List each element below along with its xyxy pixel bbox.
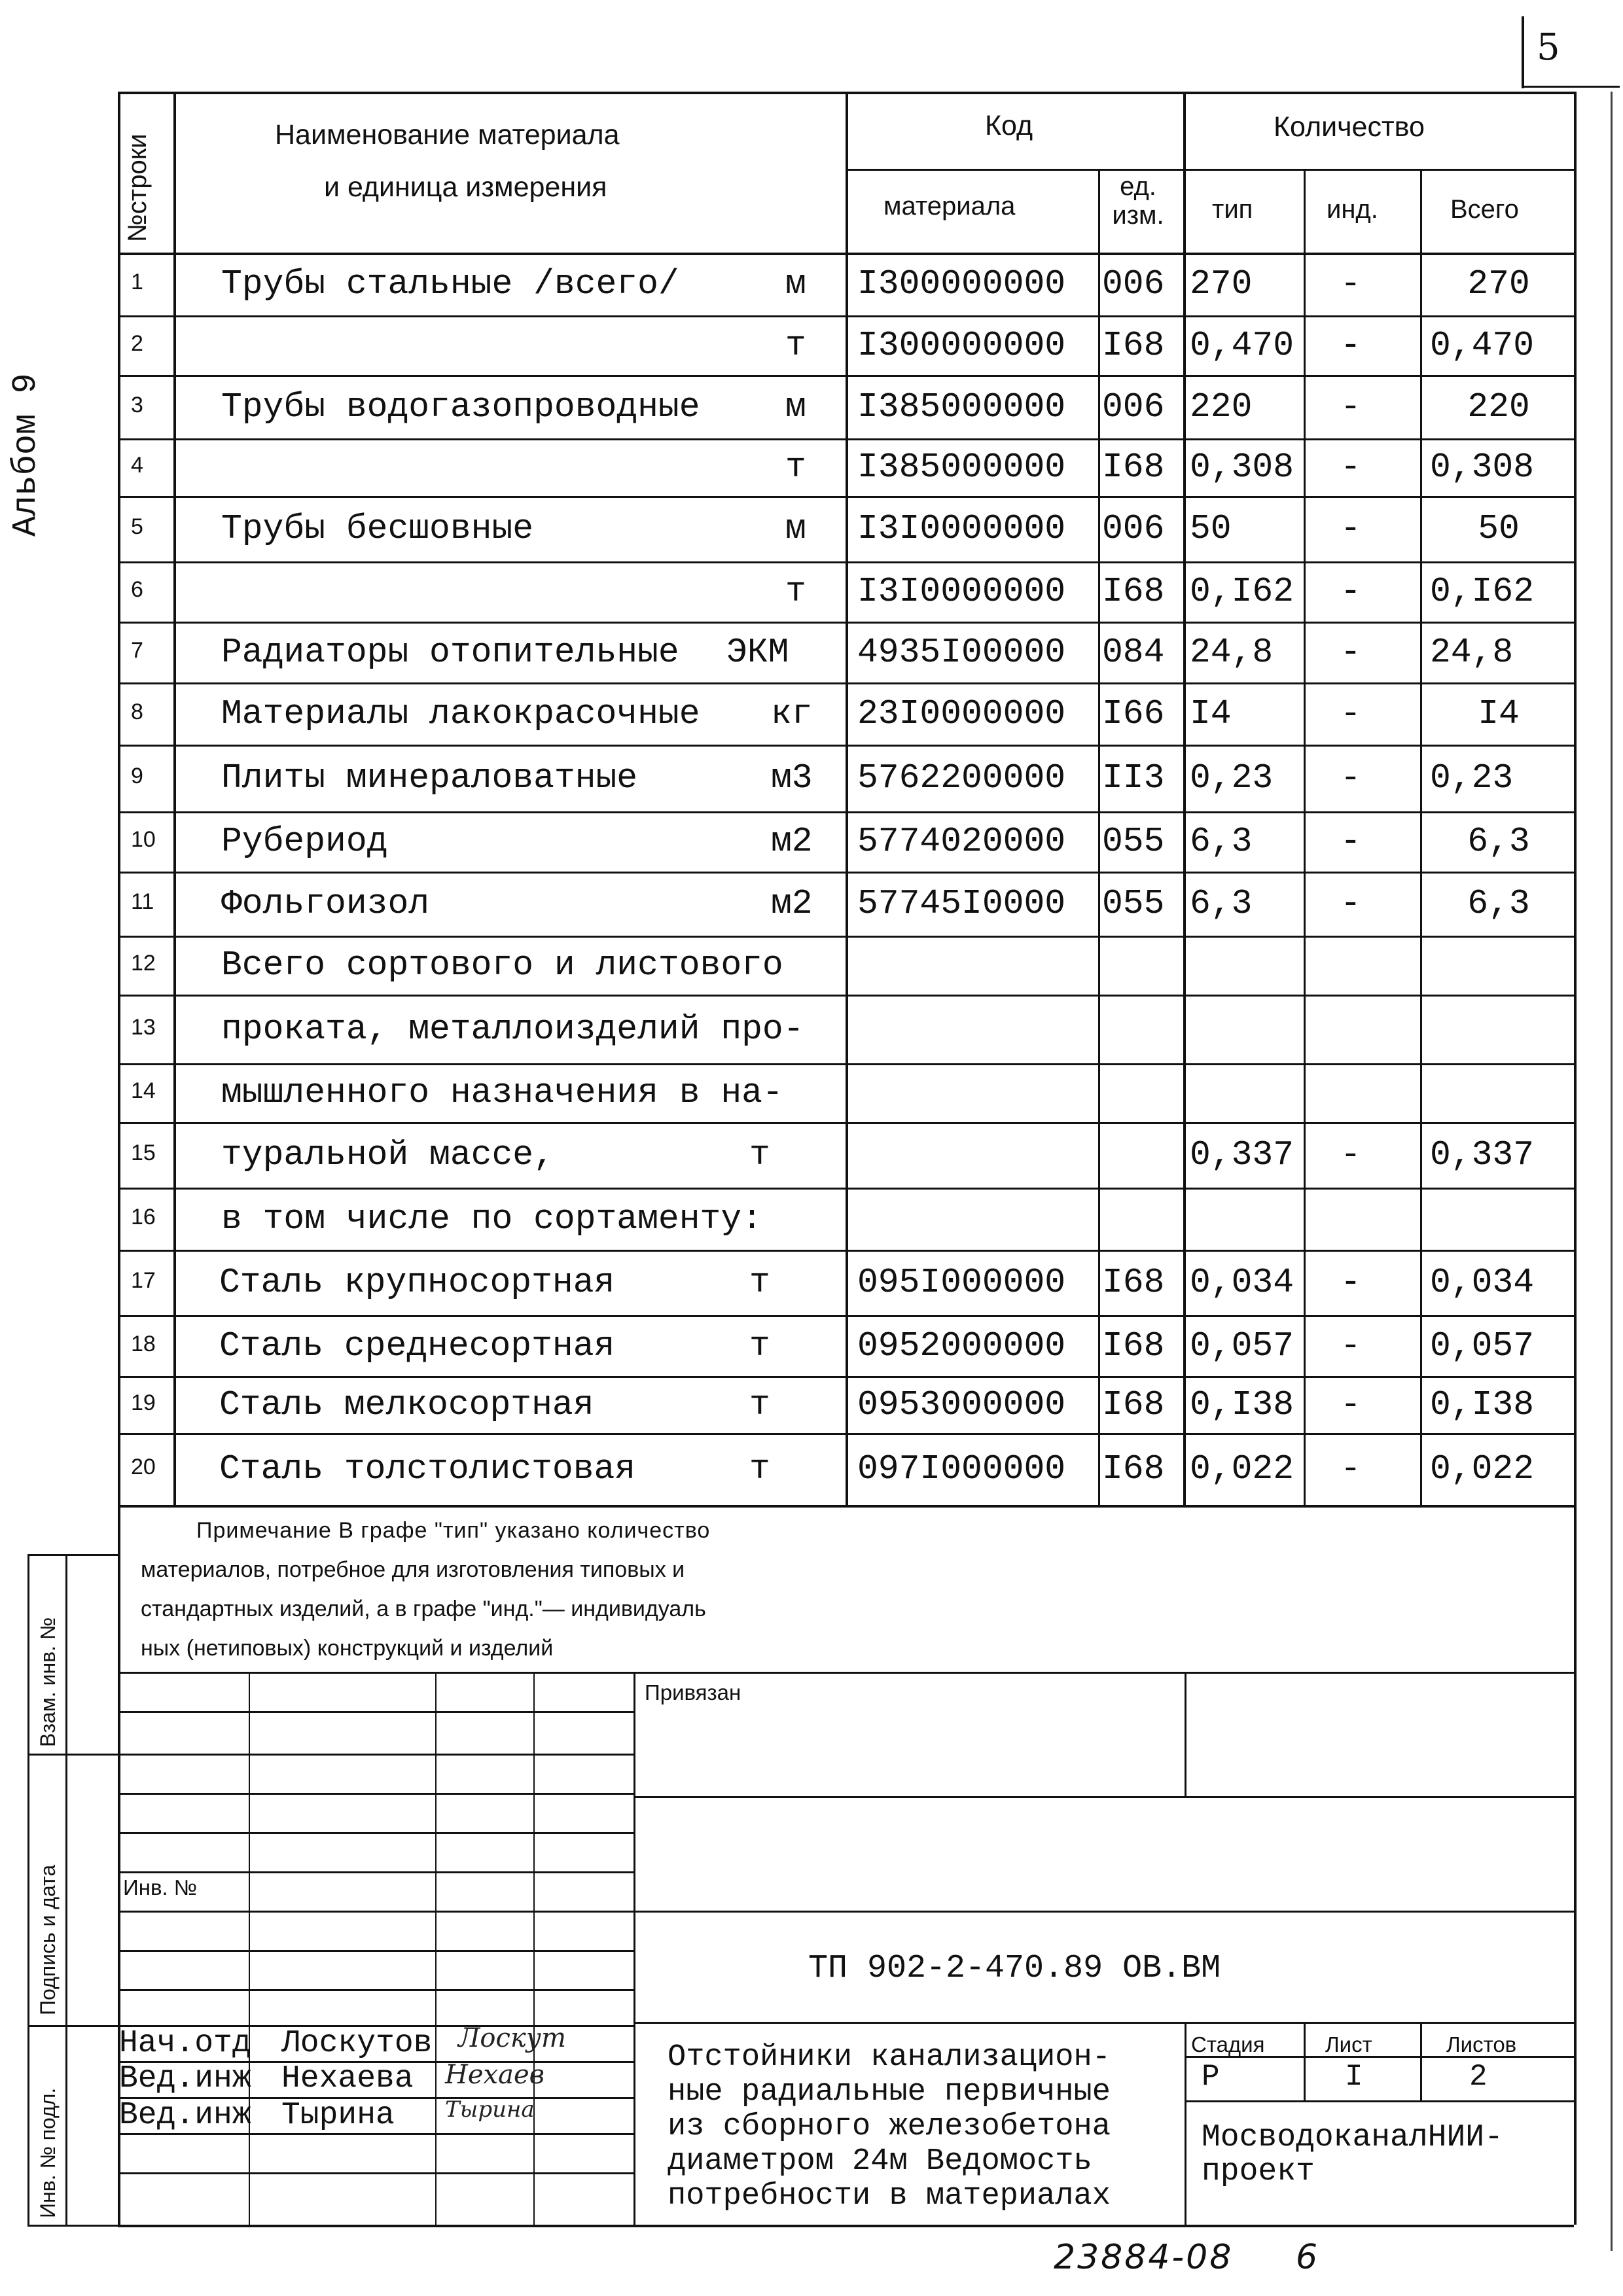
table-rule <box>1185 2022 1186 2225</box>
table-rule <box>118 811 1574 813</box>
row-name: Сталь мелкосортная <box>219 1385 594 1424</box>
staff-name-2: Нехаева <box>281 2061 414 2096</box>
table-rule <box>118 375 1574 377</box>
row-number: 10 <box>131 827 156 852</box>
table-rule <box>118 561 1574 563</box>
row-qty-type: 0,337 <box>1190 1135 1294 1174</box>
row-name: Всего сортового и листового <box>221 945 783 985</box>
row-qty-ind: - <box>1340 884 1361 923</box>
row-name: Радиаторы отопительные <box>221 632 679 672</box>
row-qty-total: 0,470 <box>1430 325 1535 365</box>
row-name: Сталь крупносортная <box>219 1263 615 1302</box>
table-rule <box>65 1554 67 2225</box>
row-unit-code: I68 <box>1102 1263 1165 1302</box>
row-unit-code: I68 <box>1102 1326 1165 1366</box>
table-rule <box>118 2225 1574 2227</box>
row-unit-code: 006 <box>1102 509 1165 548</box>
table-rule <box>633 1672 635 2225</box>
row-unit: м3 <box>771 758 813 798</box>
doc-title-line: диаметром 24м Ведомость <box>668 2144 1092 2179</box>
table-rule <box>1183 92 1186 1505</box>
side-label-podpis: Подпись и дата <box>36 1864 60 2015</box>
table-rule <box>1185 1672 1186 1796</box>
footer-code: 23884-08 <box>1054 2238 1234 2277</box>
header-code-material: материала <box>883 192 1016 221</box>
table-rule <box>118 1315 1574 1317</box>
row-unit: м <box>785 264 806 304</box>
row-qty-total: 0,308 <box>1430 448 1535 487</box>
header-q-type: тип <box>1212 195 1253 224</box>
row-qty-type: 0,034 <box>1190 1263 1294 1302</box>
row-code: 23I0000000 <box>857 694 1066 733</box>
row-qty-total: 0,I62 <box>1430 572 1535 611</box>
row-qty-ind: - <box>1340 1263 1361 1302</box>
table-rule <box>1420 2022 1422 2100</box>
row-number: 15 <box>131 1140 156 1165</box>
table-rule <box>1304 169 1306 1505</box>
row-qty-ind: - <box>1340 387 1361 427</box>
row-unit-code: 006 <box>1102 387 1165 427</box>
row-unit: кг <box>771 694 813 733</box>
row-name: Сталь толстолистовая <box>219 1449 636 1489</box>
row-number: 2 <box>131 330 143 356</box>
table-rule <box>633 2022 1574 2024</box>
table-rule <box>118 1754 633 1756</box>
table-rule <box>27 1554 118 1556</box>
row-qty-ind: - <box>1340 632 1361 672</box>
row-unit-code: 006 <box>1102 264 1165 304</box>
row-number: 7 <box>131 637 143 663</box>
row-unit: т <box>749 1135 770 1174</box>
row-code: 5762200000 <box>857 758 1066 798</box>
row-unit: т <box>785 572 806 611</box>
staff-role-1: Нач.отд <box>119 2026 251 2061</box>
row-qty-type: 50 <box>1190 509 1232 548</box>
table-rule <box>1185 2100 1574 2102</box>
row-qty-total: 24,8 <box>1430 632 1514 672</box>
table-rule <box>27 1754 118 1756</box>
header-name-line1: Наименование материала <box>275 119 620 150</box>
row-code: I300000000 <box>857 264 1066 304</box>
row-unit-code: I68 <box>1102 1449 1165 1489</box>
row-number: 1 <box>131 270 143 294</box>
row-number: 12 <box>131 951 156 976</box>
table-rule <box>118 1188 1574 1190</box>
staff-role-3: Вед.инж <box>119 2098 251 2133</box>
row-qty-ind: - <box>1340 1449 1361 1489</box>
row-qty-ind: - <box>1340 325 1361 365</box>
row-unit: м <box>785 509 806 548</box>
table-rule <box>118 315 1574 317</box>
row-unit-code: 084 <box>1102 632 1165 672</box>
row-qty-ind: - <box>1340 822 1361 861</box>
row-code: 095I000000 <box>857 1263 1066 1302</box>
row-unit-code: 055 <box>1102 822 1165 861</box>
row-qty-ind: - <box>1340 758 1361 798</box>
table-rule <box>118 1122 1574 1124</box>
row-qty-total: 0,022 <box>1430 1449 1535 1489</box>
row-name: туральной массе, <box>221 1135 554 1174</box>
table-rule <box>118 1832 633 1834</box>
row-qty-ind: - <box>1340 572 1361 611</box>
row-unit: т <box>749 1263 770 1302</box>
table-rule <box>533 1672 535 2225</box>
row-qty-total: 0,034 <box>1430 1263 1535 1302</box>
row-code: I385000000 <box>857 387 1066 427</box>
row-unit: т <box>749 1449 770 1489</box>
side-label-vzam: Взам. инв. № <box>36 1617 60 1747</box>
row-name: Фольгоизол <box>221 884 430 923</box>
row-qty-total: 0,23 <box>1430 758 1514 798</box>
header-name-line2: и единица измерения <box>324 171 607 203</box>
row-qty-total: 0,057 <box>1430 1326 1535 1366</box>
right-edge-line <box>1611 92 1613 2251</box>
row-name: проката, металлоизделий про- <box>221 1009 804 1049</box>
sheets-label: Листов <box>1446 2032 1517 2057</box>
note-line3: стандартных изделий, а в графе "инд."— индивидуаль <box>141 1597 706 1621</box>
row-unit-code: 055 <box>1102 884 1165 923</box>
row-qty-ind: - <box>1340 1326 1361 1366</box>
table-rule <box>118 1250 1574 1252</box>
doc-title-line: ные радиальные первичные <box>668 2075 1111 2110</box>
row-unit: м2 <box>771 822 813 861</box>
row-qty-total: 270 <box>1467 264 1530 304</box>
doc-code: ТП 902-2-470.89 ОВ.ВМ <box>808 1950 1221 1987</box>
table-rule <box>118 1505 1574 1508</box>
row-name: в том числе по сортаменту: <box>221 1199 762 1239</box>
table-rule <box>118 438 1574 440</box>
header-q-total: Всего <box>1450 195 1519 224</box>
table-rule <box>633 1796 1574 1798</box>
row-unit: т <box>749 1385 770 1424</box>
table-rule <box>118 1063 1574 1065</box>
staff-name-1: Лоскутов <box>281 2026 433 2061</box>
row-qty-ind: - <box>1340 694 1361 733</box>
table-rule <box>1420 169 1422 1505</box>
privyazan-label: Привязан <box>645 1680 741 1704</box>
header-quantity: Количество <box>1274 111 1425 143</box>
row-code: I385000000 <box>857 448 1066 487</box>
row-unit: т <box>785 325 806 365</box>
row-unit-code: I66 <box>1102 694 1165 733</box>
header-code-unit: ед. изм. <box>1112 172 1164 230</box>
table-rule <box>1098 169 1100 1505</box>
signature-1: Лоскут <box>458 2023 566 2053</box>
row-qty-total: 0,337 <box>1430 1135 1535 1174</box>
row-name: Сталь среднесортная <box>219 1326 615 1366</box>
table-rule <box>118 745 1574 747</box>
page-number: 5 <box>1537 26 1560 69</box>
row-number: 9 <box>131 764 143 788</box>
table-rule <box>118 1672 633 1674</box>
row-code: 097I000000 <box>857 1449 1066 1489</box>
row-code: 0953000000 <box>857 1385 1066 1424</box>
inv-no-label: Инв. № <box>123 1875 198 1899</box>
table-rule <box>118 1871 633 1873</box>
org-line1: МосводоканалНИИ- <box>1202 2120 1503 2155</box>
row-code: 0952000000 <box>857 1326 1066 1366</box>
row-qty-type: 24,8 <box>1190 632 1274 672</box>
table-rule <box>118 1911 633 1913</box>
table-rule <box>27 1554 29 2225</box>
row-qty-type: 6,3 <box>1190 884 1253 923</box>
row-unit-code: I68 <box>1102 325 1165 365</box>
table-rule <box>173 92 176 1505</box>
row-code: 57745I0000 <box>857 884 1066 923</box>
table-rule <box>1574 92 1577 2225</box>
row-code: I300000000 <box>857 325 1066 365</box>
row-qty-type: 0,022 <box>1190 1449 1294 1489</box>
row-number: 13 <box>131 1014 156 1040</box>
note-line1: Примечание В графе "тип" указано количество <box>196 1518 711 1543</box>
sheet-label: Лист <box>1325 2032 1372 2057</box>
table-rule <box>118 2133 633 2135</box>
row-number: 8 <box>131 699 143 724</box>
doc-title <box>668 2040 1111 2214</box>
row-name: Плиты минераловатные <box>221 758 638 798</box>
row-qty-total: 6,3 <box>1467 884 1530 923</box>
row-qty-ind: - <box>1340 448 1361 487</box>
row-qty-type: 0,057 <box>1190 1326 1294 1366</box>
row-qty-type: I4 <box>1190 694 1232 733</box>
row-number: 19 <box>131 1390 156 1415</box>
staff-role-2: Вед.инж <box>119 2061 251 2096</box>
row-qty-ind: - <box>1340 264 1361 304</box>
row-unit-code: I68 <box>1102 448 1165 487</box>
row-number: 4 <box>131 453 143 478</box>
sheet-value: I <box>1345 2060 1363 2094</box>
row-unit: т <box>785 448 806 487</box>
header-q-ind: инд. <box>1327 195 1378 224</box>
note-line4: ных (нетиповых) конструкций и изделий <box>141 1636 554 1661</box>
row-number: 14 <box>131 1078 156 1103</box>
row-number: 18 <box>131 1331 156 1356</box>
row-name: Рубериод <box>221 822 388 861</box>
row-unit-code: II3 <box>1102 758 1165 798</box>
header-code: Код <box>985 110 1033 141</box>
row-unit-code: I68 <box>1102 1385 1165 1424</box>
row-unit: т <box>749 1326 770 1366</box>
row-number: 3 <box>131 392 143 417</box>
row-qty-total: I4 <box>1478 694 1520 733</box>
row-qty-type: 220 <box>1190 387 1253 427</box>
table-rule <box>435 1672 437 2225</box>
row-unit-code: I68 <box>1102 572 1165 611</box>
row-name: мышленного назначения в на- <box>221 1073 783 1112</box>
note-line2: материалов, потребное для изготовления типовых и <box>141 1557 685 1582</box>
row-code: I3I0000000 <box>857 509 1066 548</box>
table-rule <box>846 169 1574 171</box>
doc-title-line: Отстойники канализацион- <box>668 2040 1111 2075</box>
table-rule <box>633 1911 1574 1913</box>
side-label-inv: Инв. № подл. <box>36 2087 60 2218</box>
row-qty-type: 0,I38 <box>1190 1385 1294 1424</box>
row-qty-total: 220 <box>1467 387 1530 427</box>
signature-2: Нехаев <box>445 2060 544 2090</box>
row-code: 4935I00000 <box>857 632 1066 672</box>
row-unit: ЭКМ <box>726 632 789 672</box>
doc-title-line: потребности в материалах <box>668 2179 1111 2214</box>
row-qty-type: 270 <box>1190 264 1253 304</box>
table-rule <box>118 1376 1574 1378</box>
staff-name-3: Тырина <box>281 2098 395 2133</box>
row-unit: м2 <box>771 884 813 923</box>
doc-title-line: из сборного железобетона <box>668 2110 1111 2144</box>
row-qty-type: 0,I62 <box>1190 572 1294 611</box>
table-rule <box>118 1711 633 1713</box>
corner-line <box>1522 86 1620 88</box>
row-unit: м <box>785 387 806 427</box>
row-name: Трубы водогазопроводные <box>221 387 700 427</box>
table-rule <box>118 622 1574 624</box>
row-qty-total: 50 <box>1478 509 1520 548</box>
footer-number: 6 <box>1296 2238 1318 2277</box>
stage-value: Р <box>1202 2060 1220 2094</box>
table-rule <box>249 1672 250 2225</box>
table-rule <box>118 1433 1574 1435</box>
row-code: 5774020000 <box>857 822 1066 861</box>
table-rule <box>118 496 1574 498</box>
row-number: 6 <box>131 577 143 602</box>
row-name: Материалы лакокрасочные <box>221 694 700 733</box>
signature-3: Тырина <box>445 2096 535 2123</box>
row-qty-type: 6,3 <box>1190 822 1253 861</box>
row-qty-total: 0,I38 <box>1430 1385 1535 1424</box>
row-name: Трубы бесшовные <box>221 509 534 548</box>
stage-label: Стадия <box>1191 2032 1265 2057</box>
sheets-value: 2 <box>1469 2060 1488 2094</box>
table-rule <box>118 1989 633 1991</box>
row-qty-ind: - <box>1340 1135 1361 1174</box>
org-line2: проект <box>1202 2154 1315 2189</box>
table-rule <box>118 1793 633 1795</box>
table-rule <box>118 92 120 2225</box>
row-number: 16 <box>131 1204 156 1229</box>
row-number: 11 <box>131 889 154 914</box>
table-rule <box>1304 2022 1306 2100</box>
row-number: 17 <box>131 1268 156 1293</box>
table-rule <box>118 682 1574 684</box>
header-row-no: №строки <box>123 133 152 242</box>
row-qty-ind: - <box>1340 509 1361 548</box>
row-number: 20 <box>131 1455 156 1479</box>
table-rule <box>118 995 1574 997</box>
row-qty-type: 0,308 <box>1190 448 1294 487</box>
row-name: Трубы стальные /всего/ <box>221 264 679 304</box>
table-rule <box>846 92 848 1505</box>
table-rule <box>27 2025 118 2027</box>
corner-line <box>1522 16 1524 88</box>
album-label: Альбом 9 <box>7 373 45 537</box>
table-rule <box>118 1950 633 1952</box>
row-code: I3I0000000 <box>857 572 1066 611</box>
table-rule <box>118 872 1574 874</box>
row-qty-type: 0,470 <box>1190 325 1294 365</box>
row-number: 5 <box>131 514 143 539</box>
row-qty-ind: - <box>1340 1385 1361 1424</box>
table-rule <box>27 2225 118 2227</box>
table-rule <box>118 2172 633 2174</box>
row-qty-type: 0,23 <box>1190 758 1274 798</box>
row-qty-total: 6,3 <box>1467 822 1530 861</box>
table-rule <box>118 936 1574 938</box>
